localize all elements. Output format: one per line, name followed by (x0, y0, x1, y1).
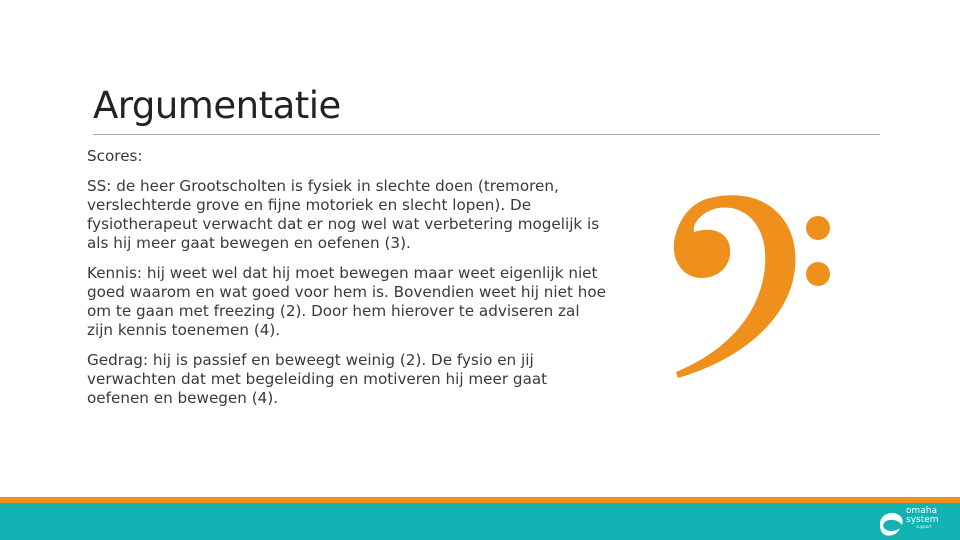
body-paragraph-gedrag: Gedrag: hij is passief en beweegt weinig (2). De fysio en jij verwachten dat met begeleiding en motiveren hij meer gaat oefenen en bewegen (4). (87, 351, 548, 407)
logo-line-support: support (916, 524, 932, 529)
body-paragraph-scores: Scores: (87, 147, 143, 165)
omaha-system-logo (876, 506, 940, 538)
logo-line-omaha: omaha (906, 506, 938, 516)
bass-clef-icon (670, 190, 840, 380)
footer-teal-bar (0, 503, 960, 540)
logo-text (906, 507, 939, 529)
body-paragraph-kennis: Kennis: hij weet wel dat hij moet bewegen maar weet eigenlijk niet goed waarom en wat goed voor hem is. Bovendien weet hij niet hoe om te gaan met freezing (2). Door hem hierover te adviseren zal zijn kennis toenemen (4). (87, 264, 607, 339)
swirl-icon (876, 508, 906, 538)
title-divider (93, 134, 880, 135)
logo-line-system: system (906, 514, 939, 525)
body-paragraph-ss: SS: de heer Grootscholten is fysiek in slechte doen (tremoren, verslechterde grove en fijne motoriek en slecht lopen). De fysiotherapeut verwacht dat er nog wel wat verbetering mogelijk is als hij meer gaat bewegen en oefenen (3). (87, 177, 600, 252)
slide-title: Argumentatie (93, 84, 341, 127)
slide-body (87, 147, 607, 419)
